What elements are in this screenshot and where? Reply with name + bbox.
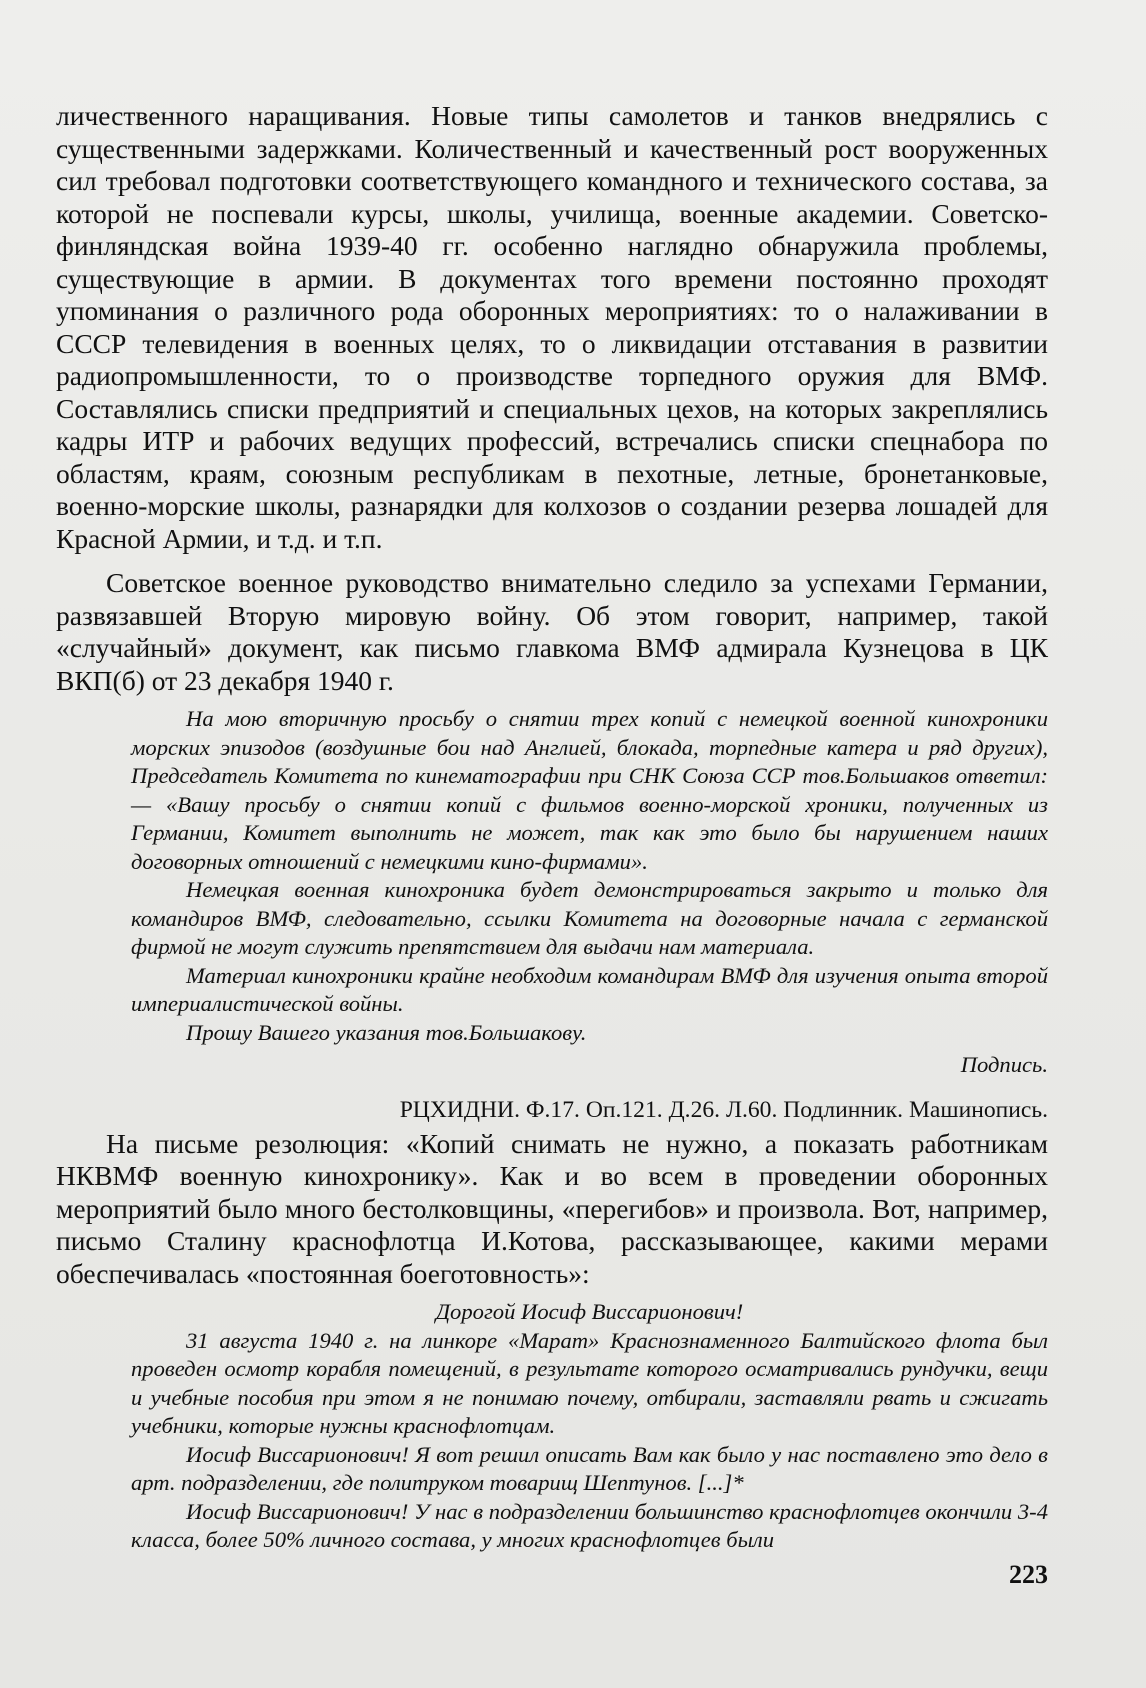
- archive-source-line: РЦХИДНИ. Ф.17. Оп.121. Д.26. Л.60. Подлинник. Машинопись.: [399, 1096, 1048, 1123]
- quote2-paragraph-3: Иосиф Виссарионович! У нас в подразделении большинство краснофлотцев окончили 3-4 класса, более 50% личного состава, у многих краснофлотцев были: [131, 1498, 1048, 1552]
- quote2-salutation: Дорогой Иосиф Виссарионович!: [435, 1299, 744, 1324]
- page-content: [56, 100, 1048, 1555]
- quote2-paragraph-1: 31 августа 1940 г. на линкоре «Марат» Краснознаменного Балтийского флота был проведен осмотр корабля помещений, в результате которого осматривались рундучки, вещи и учебные пособия при этом я не понимаю почему, отбирали, заставляли рвать и сжигать учебники, которые нужны краснофлотцам.: [131, 1327, 1048, 1438]
- quote1-paragraph-2: Немецкая военная кинохроника будет демонстрироваться закрыто и только для командиров ВМФ, следовательно, ссылки Комитета на договорные начала с германской фирмой не могут служить препятствием для выдачи нам материала.: [131, 877, 1048, 959]
- body-paragraph-1: личественного наращивания. Новые типы самолетов и танков внедрялись с существенными задержками. Количественный и качественный рост вооруженных сил требовал подготовки соответствующего командного и технического состава, за которой не поспевали курсы, школы, училища, военные академии. Советско-финляндская война 1939-40 гг. особенно наглядно обнаружила проблемы, существующие в армии. В документах того времени постоянно проходят упоминания о различного рода оборонных мероприятиях: то о налаживании в СССР телевидения в военных целях, то о ликвидации отставания в развитии радиопромышленности, то о производстве торпедного оружия для ВМФ. Составлялись списки предприятий и специальных цехов, на которых закреплялись кадры ИТР и рабочих ведущих профессий, встречались списки спецнабора по областям, краям, союзным республикам в пехотные, летные, бронетанковые, военно-морские школы, разнарядки для колхозов о создании резерва лошадей для Красной Армии, и т.д. и т.п.: [56, 100, 1048, 554]
- quoted-letter-kuznetsov: [56, 705, 1048, 1080]
- quote1-paragraph-4: Прошу Вашего указания тов.Большакову.: [186, 1019, 587, 1045]
- quote2-paragraph-2: Иосиф Виссарионович! Я вот решил описать Вам как было у нас поставлено это дело в арт. подразделении, где политруком товарищ Шептунов. [...]*: [131, 1441, 1048, 1495]
- quote1-paragraph-1: На мою вторичную просьбу о снятии трех копий с немецкой военной кинохроники морских эпизодов (воздушные бои над Англией, блокада, торпедные катера и ряд других), Председатель Комитета по кинематографии при СНК Союза ССР тов.Большаков ответил: — «Вашу просьбу о снятии копий с фильмов военно-морской хроники, полученных из Германии, Комитет выполнить не может, так как это было бы нарушением наших договорных отношений с немецкими кино-фирмами».: [131, 706, 1048, 874]
- body-paragraph-3: На письме резолюция: «Копий снимать не нужно, а показать работникам НКВМФ военную кинохронику». Как и во всем в проведении оборонных мероприятий было много бестолковщины, «перегибов» и произвола. Вот, например, письмо Сталину краснофлотца И.Котова, рассказывающее, какими мерами обеспечивалась «постоянная боеготовность»:: [56, 1127, 1048, 1289]
- page-number: 223: [1009, 1560, 1048, 1589]
- quote1-signature: Подпись.: [960, 1052, 1048, 1077]
- quoted-letter-kotov: [56, 1298, 1048, 1555]
- quote1-paragraph-3: Материал кинохроники крайне необходим командирам ВМФ для изучения опыта второй империалистической войны.: [131, 962, 1048, 1016]
- body-paragraph-2: Советское военное руководство внимательно следило за успехами Германии, развязавшей Вторую мировую войну. Об этом говорит, например, такой «случайный» документ, как письмо главкома ВМФ адмирала Кузнецова в ЦК ВКП(б) от 23 декабря 1940 г.: [56, 567, 1048, 696]
